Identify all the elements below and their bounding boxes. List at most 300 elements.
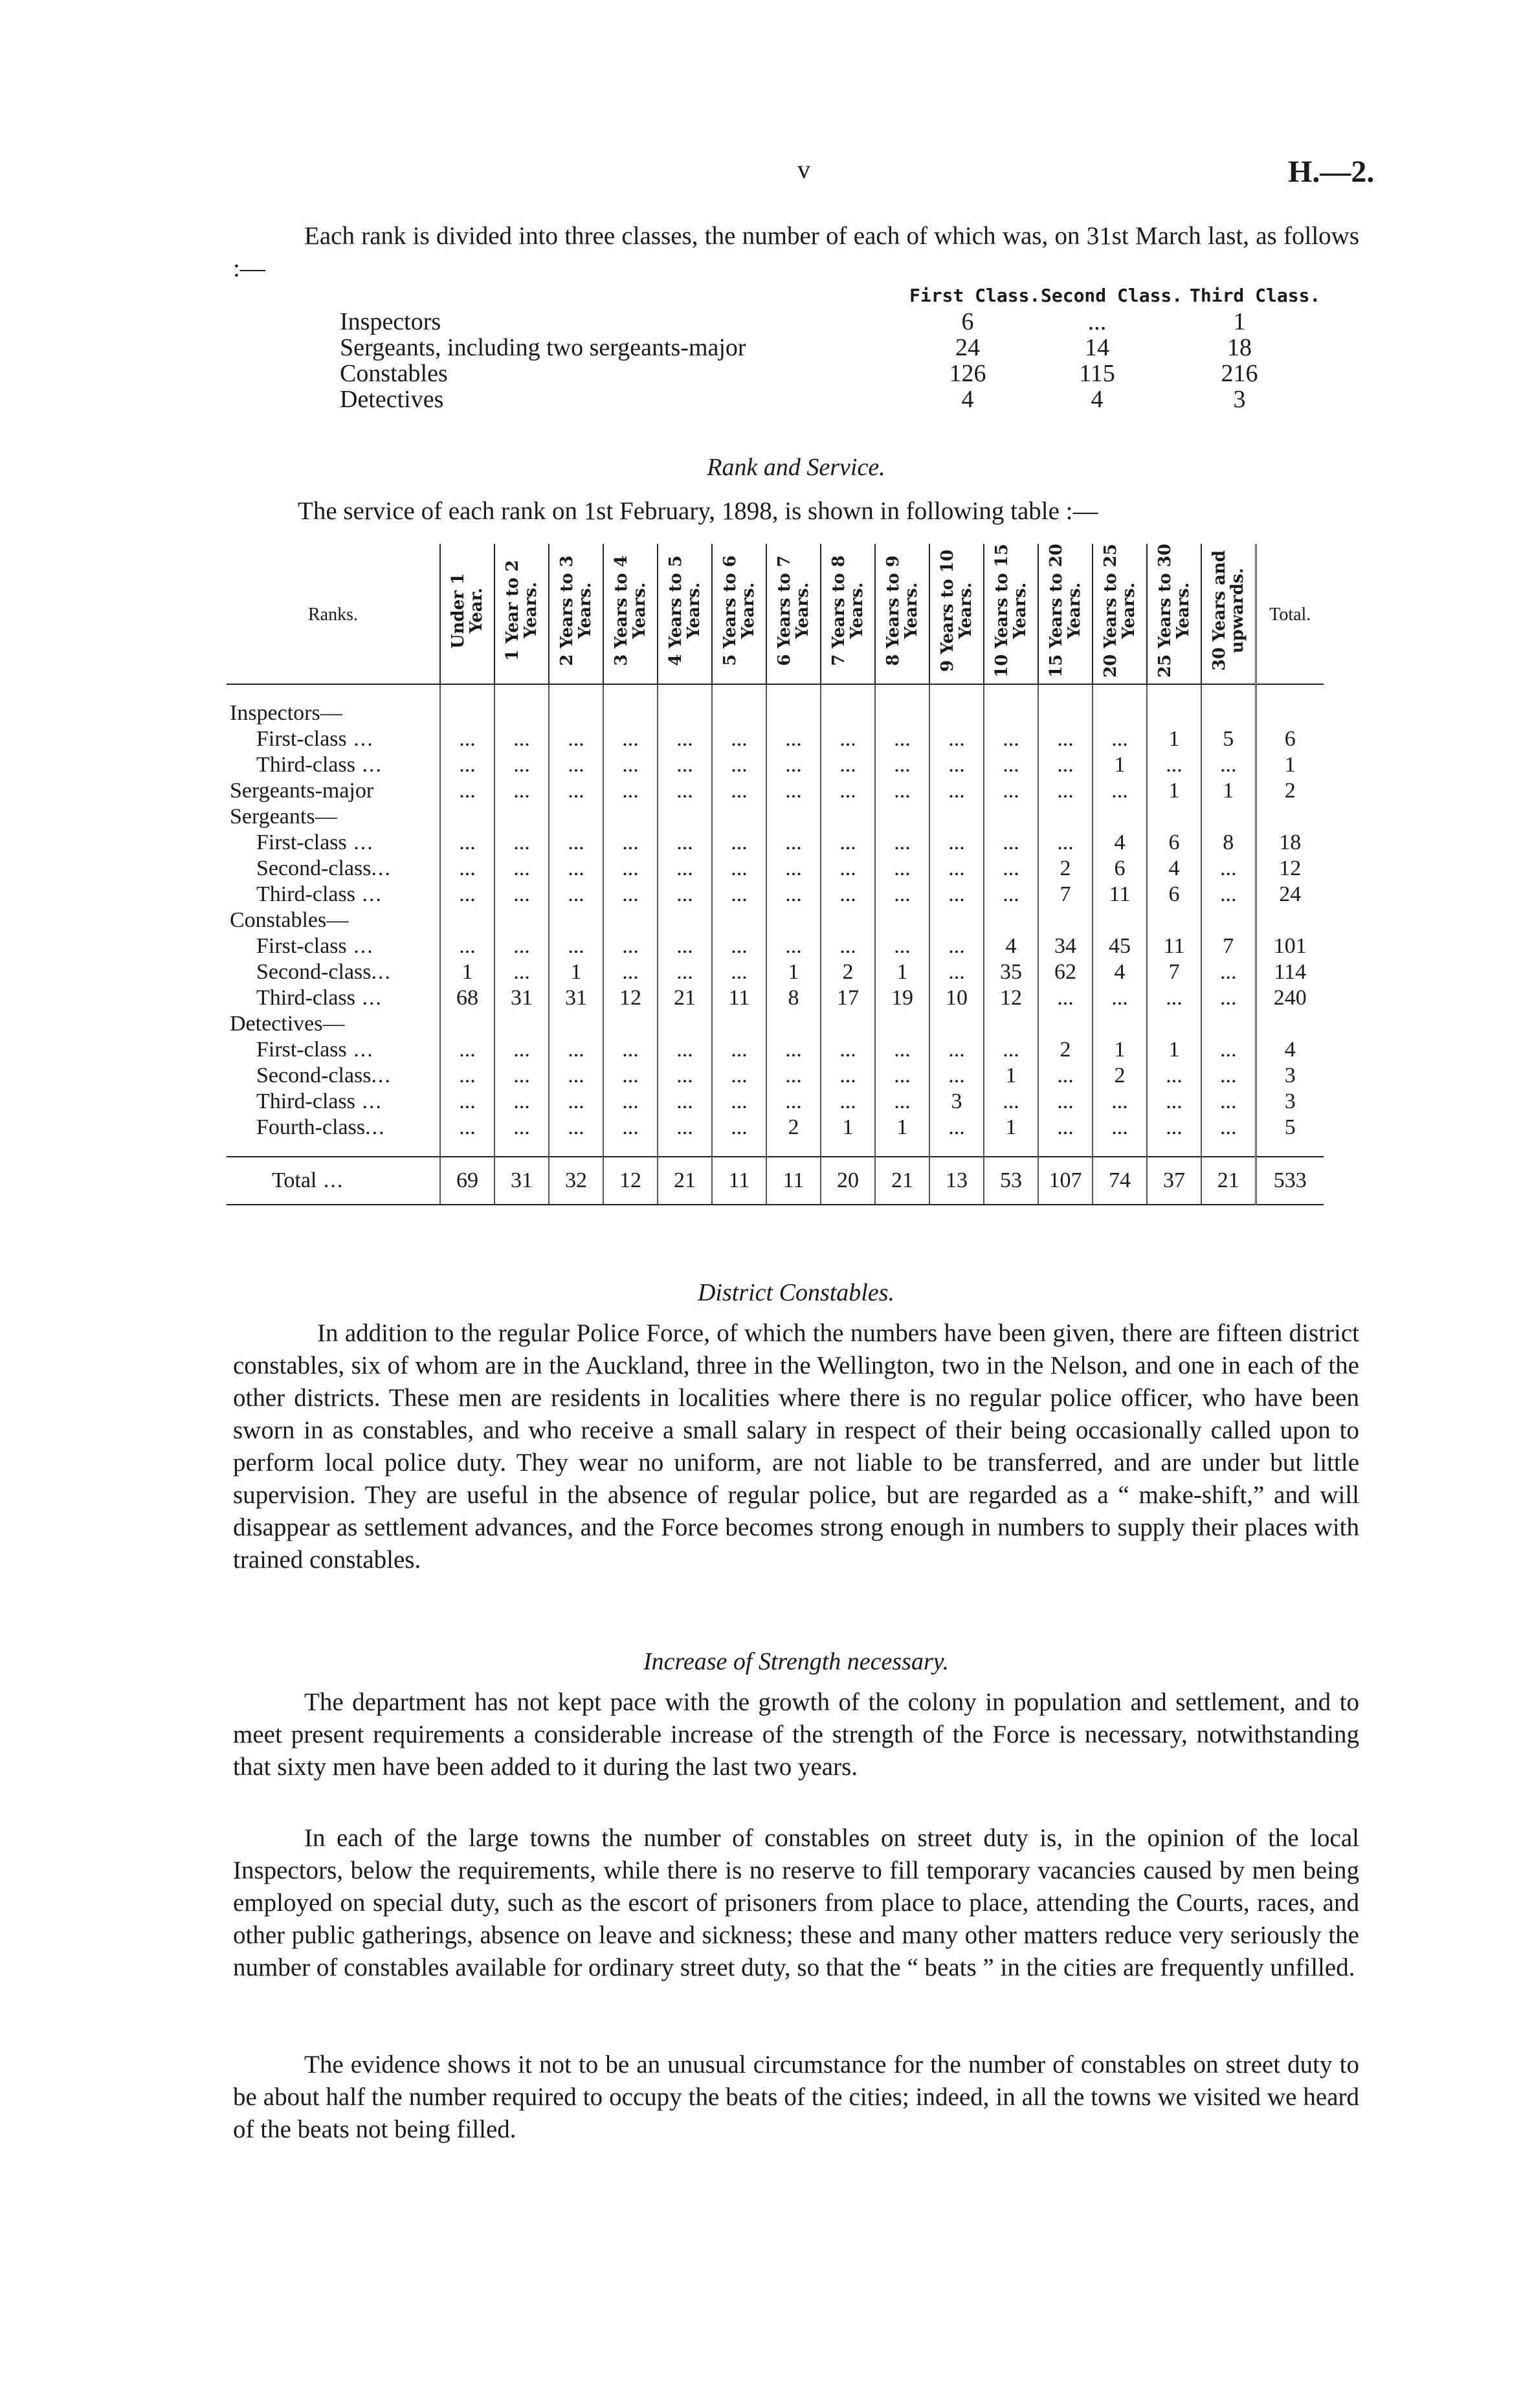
service-cell bbox=[603, 1011, 658, 1037]
spacer-cell bbox=[549, 1141, 603, 1157]
service-cell: 1 bbox=[1147, 1037, 1201, 1063]
service-cell: ... bbox=[1201, 1115, 1256, 1141]
service-cell: 34 bbox=[1038, 933, 1093, 959]
spacer-cell bbox=[1201, 1141, 1256, 1157]
service-cell bbox=[712, 700, 766, 726]
service-table bbox=[227, 544, 1324, 1205]
service-cell bbox=[603, 908, 658, 933]
service-cell: ... bbox=[712, 1063, 766, 1089]
service-cell: ... bbox=[440, 1063, 494, 1089]
service-row-label-cell bbox=[227, 933, 440, 959]
service-cell: ... bbox=[494, 856, 549, 882]
increase-strength-heading: Increase of Strength necessary. bbox=[643, 1648, 949, 1675]
leader-dots: ... bbox=[316, 1168, 344, 1192]
service-col-header bbox=[821, 544, 875, 684]
service-col-header bbox=[1147, 544, 1201, 684]
classes-cell-third: 216 bbox=[1221, 360, 1258, 387]
service-cell: ... bbox=[712, 856, 766, 882]
service-row-label: Inspectors— bbox=[230, 700, 342, 725]
service-cell: ... bbox=[929, 933, 984, 959]
service-cell bbox=[658, 1011, 712, 1037]
spacer-cell bbox=[227, 1141, 440, 1157]
service-col-header bbox=[984, 544, 1038, 684]
service-cell: ... bbox=[984, 830, 1038, 856]
spacer-cell bbox=[1093, 1141, 1147, 1157]
service-row-label-cell bbox=[227, 700, 440, 726]
service-col-label: 10 Years to 15 Years. bbox=[992, 544, 1030, 678]
page-number: v bbox=[797, 155, 810, 184]
service-row bbox=[227, 959, 1324, 985]
service-cell: 21 bbox=[658, 985, 712, 1011]
service-cell bbox=[929, 908, 984, 933]
spacer-cell bbox=[227, 684, 440, 700]
service-cell: ... bbox=[821, 1063, 875, 1089]
service-cell: ... bbox=[1201, 1089, 1256, 1115]
service-cell: ... bbox=[1201, 882, 1256, 908]
service-row-label-cell bbox=[227, 1011, 440, 1037]
classes-cell-second: 14 bbox=[1085, 334, 1109, 361]
service-row-label: Third-class bbox=[256, 752, 355, 777]
totals-cell: 13 bbox=[929, 1157, 984, 1205]
service-cell: 45 bbox=[1093, 933, 1147, 959]
classes-cell-third: 18 bbox=[1227, 334, 1252, 361]
service-row-total: 114 bbox=[1256, 959, 1324, 985]
service-cell: ... bbox=[658, 830, 712, 856]
service-cell: 8 bbox=[766, 985, 821, 1011]
service-cell bbox=[766, 700, 821, 726]
service-row-label-cell bbox=[227, 1089, 440, 1115]
totals-cell: 21 bbox=[875, 1157, 929, 1205]
service-cell: ... bbox=[658, 1089, 712, 1115]
service-cell bbox=[1038, 908, 1093, 933]
service-row-total bbox=[1256, 1011, 1324, 1037]
service-cell: ... bbox=[766, 726, 821, 752]
spacer-cell bbox=[1256, 1141, 1324, 1157]
service-col-label: 8 Years to 9 Years. bbox=[883, 555, 921, 666]
service-cell: ... bbox=[766, 882, 821, 908]
service-cell: ... bbox=[1201, 985, 1256, 1011]
classes-cell-first: 24 bbox=[955, 334, 980, 361]
service-cell: ... bbox=[875, 1089, 929, 1115]
service-cell: ... bbox=[549, 778, 603, 804]
service-cell: 2 bbox=[821, 959, 875, 985]
service-cell: 4 bbox=[1093, 830, 1147, 856]
service-row-label: Sergeants-major bbox=[230, 778, 374, 803]
service-cell: ... bbox=[821, 752, 875, 778]
service-col-header bbox=[440, 544, 494, 684]
service-cell: 6 bbox=[1147, 882, 1201, 908]
service-col-label: 5 Years to 6 Years. bbox=[720, 555, 758, 666]
spacer-cell bbox=[658, 684, 712, 700]
service-cell: ... bbox=[1147, 1063, 1201, 1089]
classes-cell-first: 4 bbox=[961, 386, 974, 413]
service-cell: ... bbox=[821, 933, 875, 959]
service-cell bbox=[1201, 1011, 1256, 1037]
service-cell: 11 bbox=[712, 985, 766, 1011]
service-col-label: 2 Years to 3 Years. bbox=[557, 555, 595, 666]
service-cell: ... bbox=[875, 933, 929, 959]
totals-cell: 37 bbox=[1147, 1157, 1201, 1205]
service-cell: ... bbox=[440, 933, 494, 959]
service-cell: ... bbox=[1038, 830, 1093, 856]
service-row-label-cell bbox=[227, 726, 440, 752]
service-col-label: 9 Years to 10 Years. bbox=[938, 550, 975, 672]
service-cell: ... bbox=[821, 830, 875, 856]
service-cell: ... bbox=[929, 1037, 984, 1063]
service-cell: 6 bbox=[1147, 830, 1201, 856]
service-cell: ... bbox=[494, 726, 549, 752]
spacer-cell bbox=[766, 1141, 821, 1157]
service-col-header bbox=[494, 544, 549, 684]
totals-cell: 74 bbox=[1093, 1157, 1147, 1205]
service-cell bbox=[821, 700, 875, 726]
doc-reference: H.—2. bbox=[1288, 155, 1375, 189]
service-cell: ... bbox=[1201, 959, 1256, 985]
spacer-cell bbox=[929, 684, 984, 700]
totals-cell: 53 bbox=[984, 1157, 1038, 1205]
service-col-label: 6 Years to 7 Years. bbox=[775, 555, 812, 666]
service-cell: ... bbox=[712, 778, 766, 804]
totals-cell: 107 bbox=[1038, 1157, 1093, 1205]
service-cell: ... bbox=[766, 830, 821, 856]
service-col-label: 4 Years to 5 Years. bbox=[666, 555, 704, 666]
service-cell: ... bbox=[603, 726, 658, 752]
service-cell: ... bbox=[494, 1063, 549, 1089]
classes-cell-third: 1 bbox=[1233, 308, 1246, 335]
service-cell: 62 bbox=[1038, 959, 1093, 985]
service-cell: ... bbox=[766, 752, 821, 778]
service-cell bbox=[766, 1011, 821, 1037]
service-cell: ... bbox=[712, 1037, 766, 1063]
service-cell: ... bbox=[440, 882, 494, 908]
service-cell: ... bbox=[549, 882, 603, 908]
spacer-cell bbox=[1256, 684, 1324, 700]
service-cell: ... bbox=[494, 752, 549, 778]
service-row bbox=[227, 882, 1324, 908]
service-cell: ... bbox=[440, 830, 494, 856]
service-cell: 7 bbox=[1147, 959, 1201, 985]
service-cell bbox=[549, 804, 603, 830]
spacer-cell bbox=[603, 684, 658, 700]
service-cell bbox=[929, 700, 984, 726]
spacer-cell bbox=[658, 1141, 712, 1157]
service-row-total: 4 bbox=[1256, 1037, 1324, 1063]
increase-para-3: The evidence shows it not to be an unusual circumstance for the number of constables on street duty to be about half the number required to occupy the beats of the cities; indeed, in all the towns we visited we heard of the beats not being filled. bbox=[233, 2051, 1359, 2143]
spacer-cell bbox=[929, 1141, 984, 1157]
service-cell bbox=[1147, 804, 1201, 830]
spacer-cell bbox=[984, 684, 1038, 700]
service-cell: ... bbox=[712, 933, 766, 959]
service-cell: ... bbox=[875, 1063, 929, 1089]
service-cell: ... bbox=[603, 1037, 658, 1063]
classes-cell-second: 4 bbox=[1091, 386, 1104, 413]
service-cell: ... bbox=[1038, 752, 1093, 778]
service-row-total bbox=[1256, 700, 1324, 726]
service-row-total: 24 bbox=[1256, 882, 1324, 908]
leader-dots: ... bbox=[355, 752, 383, 777]
spacer-row bbox=[227, 684, 1324, 700]
service-row bbox=[227, 700, 1324, 726]
service-cell: ... bbox=[658, 726, 712, 752]
service-cell: ... bbox=[712, 1089, 766, 1115]
service-cell bbox=[984, 1011, 1038, 1037]
service-cell: ... bbox=[1093, 1089, 1147, 1115]
leader-dots: ... bbox=[371, 856, 392, 880]
intro-paragraph: Each rank is divided into three classes, the number of each of which was, on 31st March last, as follows :— bbox=[233, 222, 1359, 282]
service-row-total: 240 bbox=[1256, 985, 1324, 1011]
leader-dots: ... bbox=[346, 726, 374, 751]
service-row bbox=[227, 933, 1324, 959]
service-row-total: 1 bbox=[1256, 752, 1324, 778]
service-cell bbox=[440, 908, 494, 933]
service-cell bbox=[1038, 700, 1093, 726]
service-row-label-cell bbox=[227, 804, 440, 830]
service-cell bbox=[875, 804, 929, 830]
service-col-header bbox=[1093, 544, 1147, 684]
service-col-header bbox=[929, 544, 984, 684]
service-col-label: 20 Years to 25 Years. bbox=[1101, 544, 1138, 678]
service-cell: ... bbox=[658, 1063, 712, 1089]
classes-cell-third: 3 bbox=[1233, 386, 1246, 413]
service-cell: ... bbox=[1038, 1089, 1093, 1115]
ranks-header-label: Ranks. bbox=[308, 604, 358, 625]
service-cell: ... bbox=[712, 830, 766, 856]
classes-row-label: Constables bbox=[340, 360, 448, 387]
service-cell bbox=[494, 804, 549, 830]
service-cell bbox=[440, 1011, 494, 1037]
service-cell: ... bbox=[494, 933, 549, 959]
service-row-total: 3 bbox=[1256, 1063, 1324, 1089]
service-cell: ... bbox=[984, 752, 1038, 778]
service-col-header bbox=[712, 544, 766, 684]
service-cell bbox=[712, 1011, 766, 1037]
service-cell: ... bbox=[984, 856, 1038, 882]
service-row bbox=[227, 1063, 1324, 1089]
service-cell bbox=[1093, 804, 1147, 830]
service-cell: ... bbox=[603, 752, 658, 778]
service-cell: ... bbox=[712, 882, 766, 908]
service-cell bbox=[984, 908, 1038, 933]
service-col-header bbox=[766, 544, 821, 684]
ranks-header bbox=[227, 544, 440, 684]
leader-dots: ... bbox=[346, 830, 374, 854]
service-cell: ... bbox=[1147, 1115, 1201, 1141]
service-cell: ... bbox=[1147, 1089, 1201, 1115]
service-cell: 1 bbox=[984, 1063, 1038, 1089]
service-cell bbox=[1038, 1011, 1093, 1037]
service-cell: ... bbox=[1201, 752, 1256, 778]
service-cell bbox=[1147, 1011, 1201, 1037]
service-row-total: 12 bbox=[1256, 856, 1324, 882]
service-cell: ... bbox=[1093, 1115, 1147, 1141]
service-cell bbox=[603, 804, 658, 830]
service-cell: ... bbox=[1038, 1115, 1093, 1141]
service-row bbox=[227, 1037, 1324, 1063]
service-row-label-cell bbox=[227, 1115, 440, 1141]
totals-cell: 11 bbox=[712, 1157, 766, 1205]
service-cell: ... bbox=[549, 830, 603, 856]
service-cell: 2 bbox=[766, 1115, 821, 1141]
service-cell: ... bbox=[1093, 985, 1147, 1011]
service-cell: 19 bbox=[875, 985, 929, 1011]
totals-cell: 21 bbox=[1201, 1157, 1256, 1205]
service-cell: ... bbox=[875, 752, 929, 778]
service-col-label: 15 Years to 20 Years. bbox=[1047, 544, 1084, 678]
service-cell: ... bbox=[549, 1115, 603, 1141]
service-cell: ... bbox=[603, 1115, 658, 1141]
service-cell: ... bbox=[440, 1089, 494, 1115]
service-cell: ... bbox=[658, 1115, 712, 1141]
service-cell: 68 bbox=[440, 985, 494, 1011]
service-cell: ... bbox=[875, 856, 929, 882]
grand-total: 533 bbox=[1256, 1157, 1324, 1205]
service-cell: ... bbox=[603, 959, 658, 985]
leader-dots: ... bbox=[355, 1089, 383, 1113]
service-row bbox=[227, 752, 1324, 778]
service-cell: ... bbox=[1201, 856, 1256, 882]
service-cell bbox=[494, 700, 549, 726]
service-cell: ... bbox=[1201, 1063, 1256, 1089]
spacer-cell bbox=[766, 684, 821, 700]
service-cell: 1 bbox=[1093, 1037, 1147, 1063]
service-row-label: Second-class bbox=[256, 1063, 372, 1087]
service-cell bbox=[494, 1011, 549, 1037]
service-cell: ... bbox=[1147, 985, 1201, 1011]
service-cell: 31 bbox=[549, 985, 603, 1011]
service-cell: ... bbox=[984, 1089, 1038, 1115]
service-cell: ... bbox=[549, 1063, 603, 1089]
service-cell: ... bbox=[549, 1037, 603, 1063]
service-row bbox=[227, 908, 1324, 933]
service-row bbox=[227, 1011, 1324, 1037]
service-cell: ... bbox=[821, 1089, 875, 1115]
service-cell: ... bbox=[766, 778, 821, 804]
service-cell: 3 bbox=[929, 1089, 984, 1115]
service-row-label: Detectives— bbox=[230, 1011, 345, 1036]
service-cell: ... bbox=[875, 778, 929, 804]
service-cell: 7 bbox=[1201, 933, 1256, 959]
service-cell: ... bbox=[929, 1115, 984, 1141]
service-row-label-cell bbox=[227, 908, 440, 933]
leader-dots: ... bbox=[355, 882, 383, 906]
service-cell: ... bbox=[1093, 778, 1147, 804]
service-table-container bbox=[227, 544, 1324, 1205]
service-row bbox=[227, 778, 1324, 804]
service-cell: ... bbox=[929, 959, 984, 985]
spacer-cell bbox=[549, 684, 603, 700]
service-row bbox=[227, 1089, 1324, 1115]
service-cell: 12 bbox=[603, 985, 658, 1011]
service-cell: ... bbox=[875, 1037, 929, 1063]
service-cell: 10 bbox=[929, 985, 984, 1011]
service-cell: ... bbox=[658, 959, 712, 985]
service-cell bbox=[821, 804, 875, 830]
service-cell: 1 bbox=[549, 959, 603, 985]
service-cell: ... bbox=[549, 933, 603, 959]
service-row-label-cell bbox=[227, 985, 440, 1011]
service-cell: ... bbox=[494, 1115, 549, 1141]
leader-dots: ... bbox=[371, 959, 392, 984]
service-cell: ... bbox=[494, 959, 549, 985]
service-row-total bbox=[1256, 908, 1324, 933]
service-col-header bbox=[549, 544, 603, 684]
service-row-label: Constables— bbox=[230, 908, 349, 932]
leader-dots: ... bbox=[371, 1063, 392, 1087]
service-cell: ... bbox=[658, 752, 712, 778]
service-cell: 1 bbox=[766, 959, 821, 985]
service-cell bbox=[549, 1011, 603, 1037]
service-cell bbox=[549, 700, 603, 726]
service-cell: ... bbox=[929, 882, 984, 908]
totals-label-cell bbox=[227, 1157, 440, 1205]
service-cell: ... bbox=[1038, 1063, 1093, 1089]
total-header-label: Total. bbox=[1269, 604, 1311, 625]
totals-cell: 11 bbox=[766, 1157, 821, 1205]
col-second-class: Second Class. bbox=[1041, 285, 1183, 306]
service-cell: 1 bbox=[1147, 778, 1201, 804]
service-cell: 5 bbox=[1201, 726, 1256, 752]
service-cell bbox=[1093, 700, 1147, 726]
service-row-label: First-class bbox=[256, 726, 347, 751]
leader-dots: ... bbox=[365, 1115, 386, 1139]
rank-service-intro: The service of each rank on 1st February, 1898, is shown in following table :— bbox=[298, 497, 1098, 525]
totals-label: Total bbox=[272, 1168, 317, 1192]
totals-cell: 32 bbox=[549, 1157, 603, 1205]
service-cell: ... bbox=[658, 856, 712, 882]
totals-cell: 20 bbox=[821, 1157, 875, 1205]
service-cell: ... bbox=[929, 752, 984, 778]
spacer-cell bbox=[821, 684, 875, 700]
service-row bbox=[227, 726, 1324, 752]
service-cell: ... bbox=[1093, 726, 1147, 752]
service-cell: 4 bbox=[1093, 959, 1147, 985]
spacer-cell bbox=[875, 684, 929, 700]
service-col-label: 25 Years to 30 Years. bbox=[1155, 544, 1193, 678]
service-row-label-cell bbox=[227, 1037, 440, 1063]
service-cell: ... bbox=[821, 882, 875, 908]
service-col-label: 3 Years to 4 Years. bbox=[612, 555, 649, 666]
service-cell: ... bbox=[494, 882, 549, 908]
service-cell: ... bbox=[821, 856, 875, 882]
service-cell: ... bbox=[766, 1063, 821, 1089]
service-cell bbox=[929, 804, 984, 830]
service-cell: ... bbox=[494, 830, 549, 856]
service-row-label: Third-class bbox=[256, 882, 355, 906]
service-cell: ... bbox=[440, 778, 494, 804]
classes-row-label: Detectives bbox=[340, 386, 444, 413]
service-cell bbox=[875, 700, 929, 726]
service-cell: ... bbox=[712, 752, 766, 778]
service-cell: ... bbox=[603, 933, 658, 959]
service-cell: ... bbox=[1147, 752, 1201, 778]
service-cell: 11 bbox=[1147, 933, 1201, 959]
service-cell: 17 bbox=[821, 985, 875, 1011]
service-row-label: Sergeants— bbox=[230, 804, 337, 829]
col-first-class: First Class. bbox=[909, 285, 1041, 306]
service-cell: ... bbox=[929, 1063, 984, 1089]
spacer-cell bbox=[1093, 684, 1147, 700]
service-cell bbox=[929, 1011, 984, 1037]
service-col-label: Under 1 Year. bbox=[449, 572, 486, 649]
service-cell bbox=[766, 908, 821, 933]
service-row-label-cell bbox=[227, 752, 440, 778]
totals-cell: 21 bbox=[658, 1157, 712, 1205]
service-cell bbox=[821, 908, 875, 933]
service-cell bbox=[658, 700, 712, 726]
service-cell: ... bbox=[929, 856, 984, 882]
classes-row bbox=[340, 385, 1343, 411]
service-cell: 11 bbox=[1093, 882, 1147, 908]
